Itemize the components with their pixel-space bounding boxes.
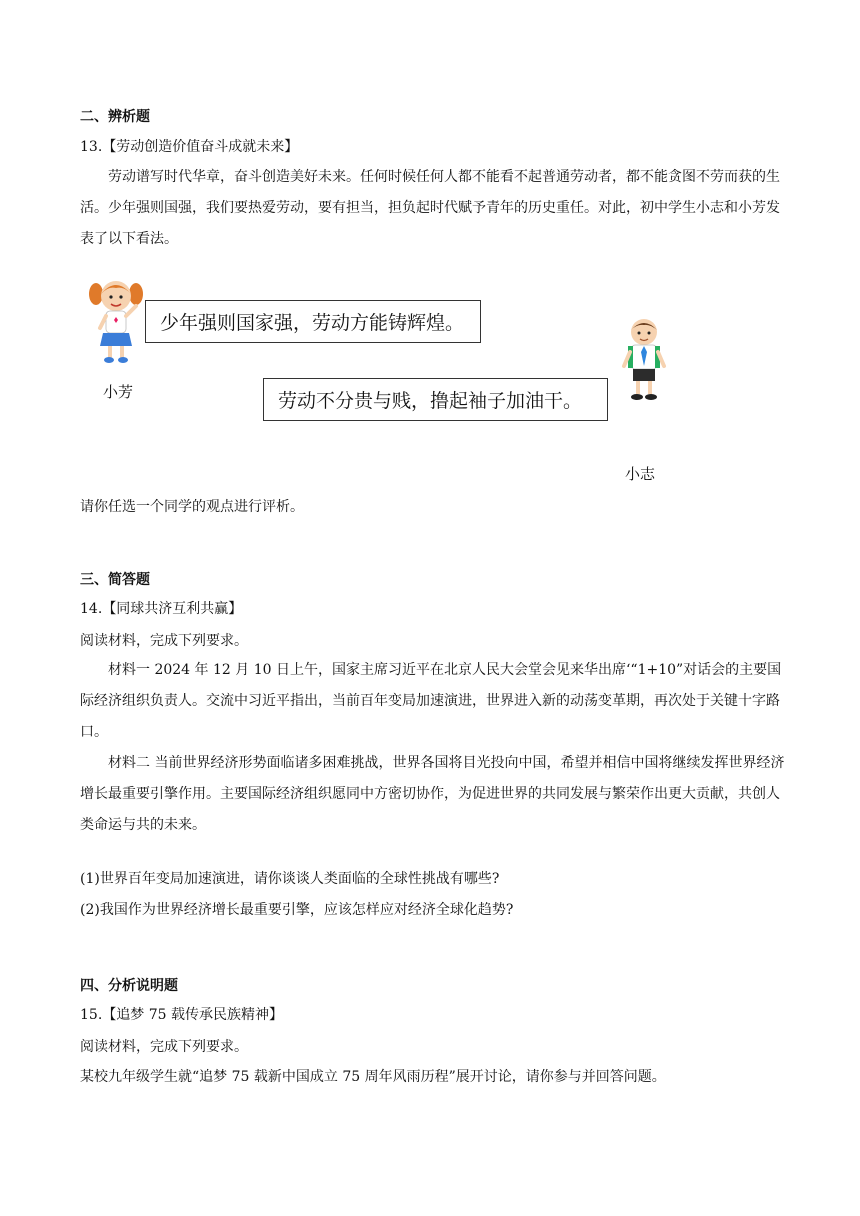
- material-two: 材料二 当前世界经济形势面临诸多困难挑战，世界各国将目光投向中国，希望并相信中国将继续发挥世界经济增长最重要引擎作用。主要国际经济组织愿同中方密切协作，为促进世界的共同发展与繁荣作出更大贡献，共创人类命运与共的未来。: [80, 755, 785, 833]
- section-heading-3: 三、简答题: [80, 572, 150, 588]
- question-13-paragraph: [80, 162, 785, 255]
- question-15-intro: 阅读材料，完成下列要求。: [80, 1039, 248, 1055]
- boy-illustration: [618, 316, 670, 404]
- section-heading-4: 四、分析说明题: [80, 978, 178, 994]
- material-one: 材料一 2024 年 12 月 10 日上午，国家主席习近平在北京人民大会堂会见来华出席‘“1+10”对话会的主要国际经济组织负责人。交流中习近平指出，当前百年变局加速演进，世界进入新的动荡变革期，再次处于关键十字路口。: [80, 662, 782, 740]
- girl-illustration: [88, 276, 144, 364]
- boy-name: 小志: [625, 465, 656, 483]
- boy-speech-box: 劳动不分贵与贱，撸起袖子加油干。: [263, 378, 608, 421]
- question-14-part-2: (2)我国作为世界经济增长最重要引擎，应该怎样应对经济全球化趋势?: [80, 902, 514, 918]
- q13-text: 劳动谱写时代华章，奋斗创造美好未来。任何时候任何人都不能看不起普通劳动者，都不能贪图不劳而获的生活。少年强则国强，我们要热爱劳动，要有担当，担负起时代赋予青年的历史重任。对此，初中学生小志和小芳发表了以下看法。: [80, 169, 780, 247]
- girl-name: 小芳: [103, 383, 134, 401]
- girl-speech-box: 少年强则国家强，劳动方能铸辉煌。: [145, 300, 481, 343]
- question-13-prompt: 请你任选一个同学的观点进行评析。: [80, 499, 304, 515]
- question-14-intro: 阅读材料，完成下列要求。: [80, 633, 248, 649]
- question-14-part-1: (1)世界百年变局加速演进，请你谈谈人类面临的全球性挑战有哪些?: [80, 871, 500, 887]
- question-15-title: 15.【追梦 75 载传承民族精神】: [80, 1007, 283, 1023]
- question-13-title: 13.【劳动创造价值奋斗成就未来】: [80, 139, 299, 155]
- question-15-text: 某校九年级学生就“追梦 75 载新中国成立 75 周年风雨历程”展开讨论，请你参与并回答问题。: [80, 1069, 666, 1085]
- section-heading-2: 二、辨析题: [80, 109, 150, 125]
- question-14-title: 14.【同球共济互利共赢】: [80, 601, 243, 617]
- question-14-materials: [80, 655, 785, 841]
